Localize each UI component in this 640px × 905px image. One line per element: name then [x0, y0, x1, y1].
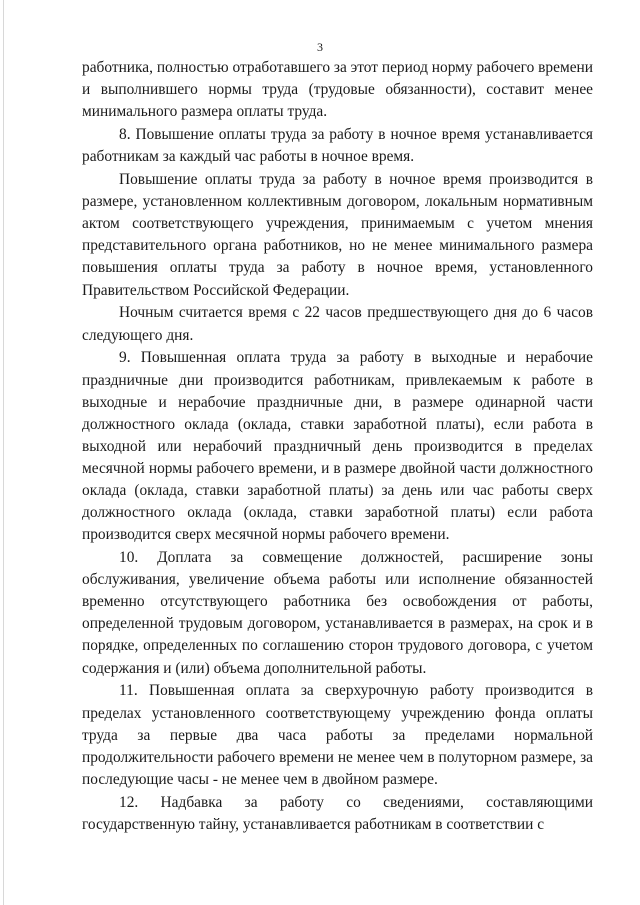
paragraph-item-9: 9. Повышенная оплата труда за работу в выходные и нерабочие праздничные дни производится работникам, привлекаемым к работе в выходные и нерабочие праздничные дни, в размере одинарной части должностного оклада (оклада, ставки заработной платы), если работа в выходной или нерабочий праздничный день производится в пределах месячной нормы рабочего времени, и в размере двойной части должностного оклада (оклада, ставки заработной платы) за день или час работы сверх должностного оклада (оклада, ставки заработной платы) если работа производится сверх месячной нормы рабочего времени.: [82, 349, 593, 544]
paragraph-continuation: работника, полностью отработавшего за этот период норму рабочего времени и выполнившего нормы труда (трудовые обязанности), составит менее минимального размера оплаты труда.: [82, 59, 593, 121]
paragraph-night-work-rate: Повышение оплаты труда за работу в ночное время производится в размере, установленном коллективным договором, локальным нормативным актом соответствующего учреждения, принимаемым с учетом мнения представительного органа работников, но не менее минимального размера повышения оплаты труда за работу в ночное время, установленного Правительством Российской Федерации.: [82, 171, 593, 299]
paragraph-item-10: 10. Доплата за совмещение должностей, расширение зоны обслуживания, увеличение объема работы или исполнение обязанностей временно отсутствующего работника без освобождения от работы, определенной трудовым договором, устанавливается в размерах, на срок и в порядке, определенных по соглашению сторон трудового договора, с учетом содержания и (или) объема дополнительной работы.: [82, 549, 593, 677]
paragraph-item-8: 8. Повышение оплаты труда за работу в ночное время устанавливается работникам за каждый час работы в ночное время.: [82, 126, 593, 166]
paragraph-item-11: 11. Повышенная оплата за сверхурочную работу производится в пределах установленного соответствующему учреждению фонда оплаты труда за первые два часа работы за пределами нормальной продолжительности рабочего времени не менее чем в полуторном размере, за последующие часы - не менее чем в двойном размере.: [82, 682, 593, 788]
scan-edge-line: [3, 0, 4, 905]
paragraph-night-time-definition: Ночным считается время с 22 часов предшествующего дня до 6 часов следующего дня.: [82, 304, 593, 344]
document-body: [82, 57, 593, 837]
page-number: 3: [317, 40, 323, 54]
paragraph-item-12: 12. Надбавка за работу со сведениями, составляющими государственную тайну, устанавливается работникам в соответствии с: [82, 793, 593, 833]
